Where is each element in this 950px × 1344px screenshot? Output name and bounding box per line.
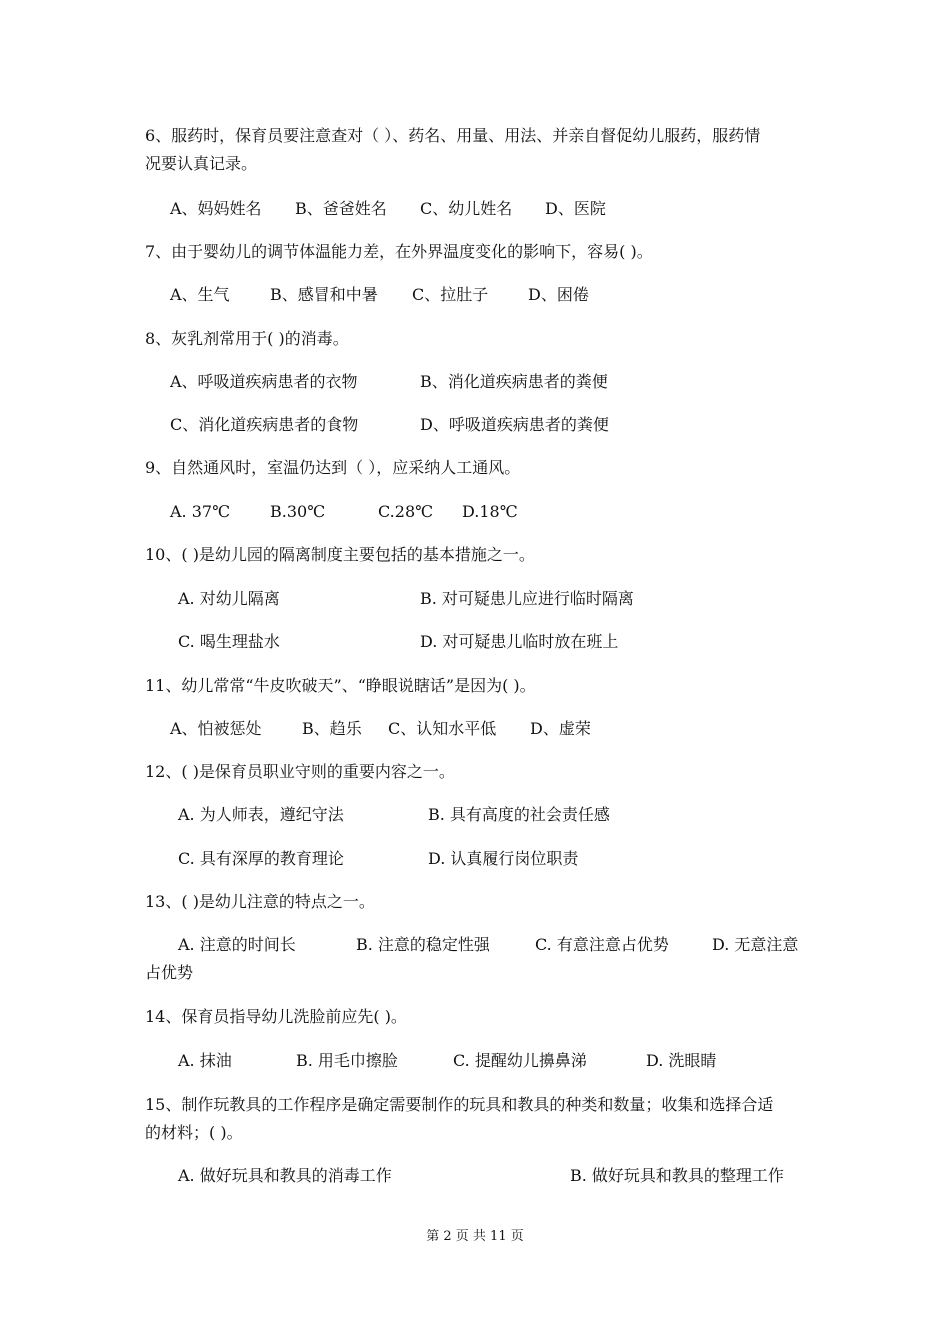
option-11a: A、怕被惩处 [170,719,262,738]
option-6d: D、医院 [545,199,606,218]
option-10b: B. 对可疑患儿应进行临时隔离 [420,589,634,608]
question-8-stem: 8、灰乳剂常用于( )的消毒。 [145,329,349,348]
option-13b: B. 注意的稳定性强 [356,935,490,954]
question-13-stem: 13、( )是幼儿注意的特点之一。 [145,892,375,911]
option-6b: B、爸爸姓名 [295,199,387,218]
option-7b: B、感冒和中暑 [270,285,378,304]
option-6a: A、妈妈姓名 [170,199,262,218]
question-7-stem: 7、由于婴幼儿的调节体温能力差，在外界温度变化的影响下，容易( )。 [145,242,653,261]
option-13c: C. 有意注意占优势 [535,935,669,954]
option-12a: A. 为人师表，遵纪守法 [178,805,344,824]
option-9b: B.30℃ [270,502,326,521]
question-15-stem-cont: 的材料；( )。 [145,1123,243,1142]
question-6-stem: 6、服药时，保育员要注意查对（ ）、药名、用量、用法、并亲自督促幼儿服药，服药情 [145,126,761,145]
option-10d: D. 对可疑患儿临时放在班上 [420,632,619,651]
option-9c: C.28℃ [378,502,434,521]
option-7c: C、拉肚子 [412,285,489,304]
option-13d-cont: 占优势 [145,963,194,982]
page-number-footer: 第 2 页 共 11 页 [426,1229,524,1244]
option-11c: C、认知水平低 [388,719,497,738]
option-14b: B. 用毛巾擦脸 [296,1051,398,1070]
option-8a: A、呼吸道疾病患者的衣物 [170,372,358,391]
option-8c: C、消化道疾病患者的食物 [170,415,359,434]
option-13a: A. 注意的时间长 [178,935,296,954]
option-11b: B、趋乐 [302,719,362,738]
option-12d: D. 认真履行岗位职责 [428,849,579,868]
option-14a: A. 抹油 [178,1051,232,1070]
option-12b: B. 具有高度的社会责任感 [428,805,610,824]
question-10-stem: 10、( )是幼儿园的隔离制度主要包括的基本措施之一。 [145,545,535,564]
option-13d: D. 无意注意 [712,935,799,954]
question-12-stem: 12、( )是保育员职业守则的重要内容之一。 [145,762,455,781]
question-15-stem: 15、制作玩教具的工作程序是确定需要制作的玩具和教具的种类和数量；收集和选择合适 [145,1095,774,1114]
question-14-stem: 14、保育员指导幼儿洗脸前应先( )。 [145,1007,407,1026]
option-9a: A. 37℃ [170,502,230,521]
option-10c: C. 喝生理盐水 [178,632,280,651]
option-12c: C. 具有深厚的教育理论 [178,849,344,868]
option-15a: A. 做好玩具和教具的消毒工作 [178,1166,392,1185]
option-15b: B. 做好玩具和教具的整理工作 [570,1166,784,1185]
option-14d: D. 洗眼睛 [646,1051,717,1070]
option-14c: C. 提醒幼儿擤鼻涕 [453,1051,587,1070]
question-6-stem-cont: 况要认真记录。 [145,154,258,173]
option-9d: D.18℃ [462,502,518,521]
option-11d: D、虚荣 [530,719,591,738]
option-7d: D、困倦 [528,285,589,304]
question-11-stem: 11、幼儿常常“牛皮吹破天”、“睁眼说瞎话”是因为( )。 [145,676,536,695]
option-8d: D、呼吸道疾病患者的粪便 [420,415,609,434]
option-7a: A、生气 [170,285,230,304]
option-6c: C、幼儿姓名 [420,199,513,218]
option-10a: A. 对幼儿隔离 [178,589,280,608]
question-9-stem: 9、自然通风时，室温仍达到（ ），应采纳人工通风。 [145,458,521,477]
option-8b: B、消化道疾病患者的粪便 [420,372,608,391]
